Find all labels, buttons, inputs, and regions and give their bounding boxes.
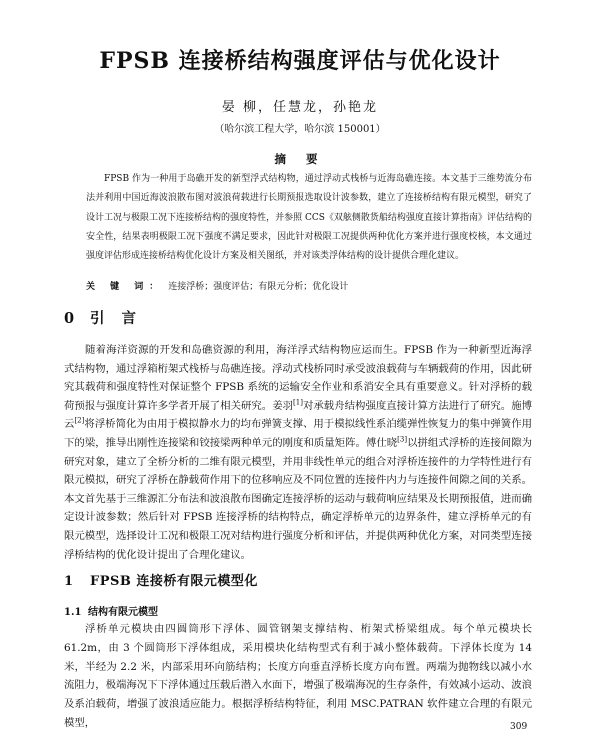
page-number: 309 [510, 722, 528, 732]
citation-2: [2] [74, 416, 85, 425]
section-title: FPSB 连接桥有限元模型化 [90, 574, 258, 589]
author-affiliation: （哈尔滨工程大学，哈尔滨 150001） [214, 124, 386, 135]
subsection-heading-structure-model [64, 603, 158, 618]
structure-model-paragraph: 浮桥单元模块由四圆筒形下浮体、圆管钢架支撑结构、桁架式桥梁组成。每个单元模块长 61.2m，由 3 个圆筒形下浮体组成，采用模块化结构型式有利于减小整体载荷。下浮体长度为 14 米，半经为 2.2 米，内部采用环向筋结构；长度方向垂直浮桥长度方向布置。两端为抛物线以减小水流阻力，极端海况下下浮体通过压载后潜入水面下，增强了极端海况的生存条件，有效减小运动、波浪及系泊载荷，增强了波浪适应能力。根据浮桥结构特征，利用 MSC.PATRAN 软件建立合理的有限元模型， [64, 623, 532, 729]
intro-text-part-4: 以拼组式浮桥的连接间隙为研究对象，建立了全桥分析的二维有限元模型，并用非线性单元的组合对浮桥连接件的力学特性进行有限元模拟，研究了浮桥在静载荷作用下的位移响应及不同位置的连接件内力与连接件间隙之间的关系。本文首先基于三维源汇分布法和波浪散布图确定连接浮桥的运动与载荷响应结果及长期预报值，进而确定设计波参数；然后针对 FPSB 连接浮桥的结构特点，确定浮桥单元的边界条件，建立浮桥单元的有限元模型，选择设计工况和极限工况对结构进行强度分析和评估，并提供两种优化方案，对同类型连接浮桥结构的优化设计提出了合理化建议。 [64, 436, 533, 561]
intro-text-part-3: 将浮桥简化为由用于模拟静水力的均布弹簧支撑、用于模拟线性系泊缆弹性恢复力的集中弹簧作用下的梁，推导出刚性连接梁和铰接梁两种单元的刚度和质量矩阵。傅仕晓 [64, 418, 533, 449]
subsection-title: 结构有限元模型 [88, 607, 158, 618]
section-heading-introduction [64, 307, 142, 328]
abstract-text: FPSB 作为一种用于岛礁开发的新型浮式结构物，通过浮动式栈桥与近海岛礁连接。本文基于三维势流分布法并利用中国近海波浪散布图对波浪荷载进行长期预报选取设计波参数，建立了连接桥结构有限元模型，研究了设计工况与极限工况下连接桥结构的强度特性，并参照 CCS《双舷侧散货船结构强度直接计算指南》评估结构的安全性，结果表明极限工况下强度不满足要求，因此针对极限工况提供两种优化方案并进行强度校核，本文通过强度评估形成连接桥结构优化设计方案及相关图纸，并对该类浮体结构的设计提供合理化建议。 [86, 174, 532, 262]
citation-3: [3] [397, 435, 408, 444]
keywords-line [86, 280, 532, 295]
intro-text-part-1: 随着海洋资源的开发和岛礁资源的利用，海洋浮式结构物应运而生。FPSB 作为一种新型近海浮式结构物，通过浮箱桁架式栈桥与岛礁连接。浮动式栈桥同时承受波浪载荷与车辆载荷的作用，因此研究其载荷和强度特性对保证整个 FPSB 系统的运输安全作业和系消安全具有重要意义。针对浮桥的载荷预报与强度计算许多学者开展了相关研究。姜羽 [64, 344, 532, 412]
keywords-text: 连接浮桥；强度评估；有限元分析；优化设计 [168, 282, 349, 292]
section-title: 引 言 [90, 310, 143, 327]
citation-1: [1] [293, 398, 303, 407]
intro-text-part-2: 对承载舟结构强度直接计算方法进行了研究。施博云 [64, 399, 533, 431]
introduction-paragraph [64, 341, 532, 564]
abstract-heading: 摘 要 [274, 152, 326, 166]
section-heading-fem-modeling [64, 570, 258, 589]
author-list: 晏 柳，任慧龙，孙艳龙 [221, 100, 379, 115]
paper-title: FPSB 连接桥结构强度评估与优化设计 [99, 48, 501, 74]
subsection-number: 1.1 [64, 607, 82, 618]
keywords-label: 关 键 词： [86, 282, 165, 292]
section-number: 0 [64, 310, 75, 327]
section-number: 1 [64, 574, 74, 589]
